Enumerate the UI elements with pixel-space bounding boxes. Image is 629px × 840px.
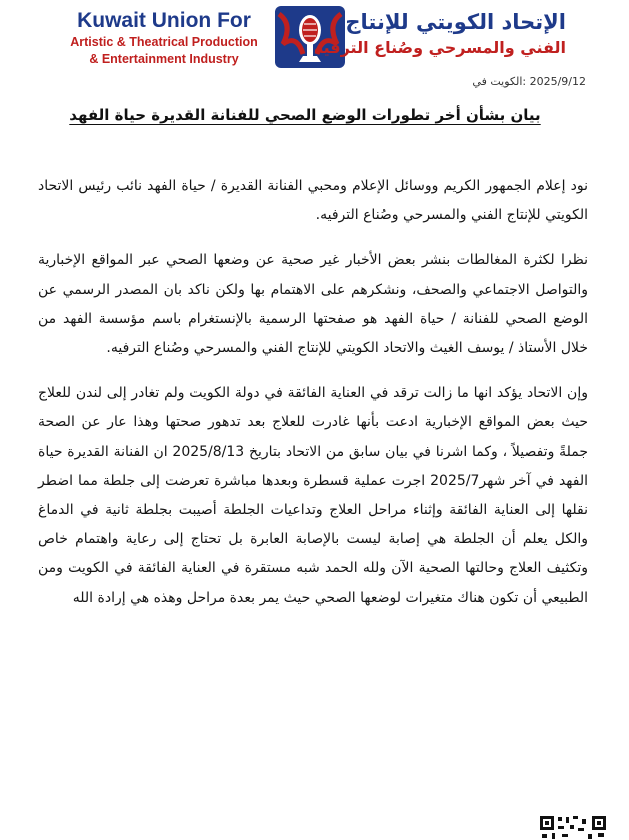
statement-title	[60, 106, 550, 124]
statement-title-text: بيان بشأن أخر تطورات الوضع الصحي للفنانة القديرة حياة الفهد	[69, 106, 541, 124]
union-subtitle-arabic: الفني والمسرحي وصُناع الترفيه	[313, 38, 566, 57]
statement-body	[38, 172, 588, 629]
letterhead	[0, 0, 629, 76]
paragraph-1: نود إعلام الجمهور الكريم ووسائل الإعلام ومحبي الفنانة القديرة / حياة الفهد نائب رئيس الاتحاد الكويتي للإنتاج الفني والمسرحي وصُناع الترفيه.	[38, 178, 588, 224]
paragraph-3: وإن الاتحاد يؤكد انها ما زالت ترقد في العناية الفائقة في دولة الكويت ولم تغادر إلى لندن للعلاج حيث بعض المواقع الإخبارية ادعت بأنها غادرت للعلاج بعد تدهور صحتها وهذا عار عن الصحة جملةً وتفصيلاً ، وكما اشرنا في بيان سابق من الاتحاد بتاريخ 2025/8/13 ان الفنانة القديرة حياة الفهد في آخر شهر2025/7 اجرت عملية قسطرة وبعدها مباشرة تعرضت إلى جلطة مما اضطر نقلها إلى العناية الفائقة وإثناء مراحل العلاج وتداعيات الجلطة أصيبت بجلطة ثانية في الدماغ والكل يعلم أن الجلطة هي إصابة ليست بالإصابة العابرة بل تحتاج إلى رعاية واهتمام خاص وتكثيف العلاج وحالتها الصحية الآن ولله الحمد شبه مستقرة في العناية الفائقة في الكويت ومن الطبيعي أن تكون هناك متغيرات لوضعها الصحي حيث يمر بعدة مراحل وهذه هي إرادة الله	[38, 385, 588, 606]
document-date	[468, 75, 586, 88]
paragraph-2: نظرا لكثرة المغالطات بنشر بعض الأخبار غير صحية عن وضعها الصحي عبر المواقع الإخبارية والتواصل الاجتماعي والصحف، ونشكرهم على الاهتمام بها ولكن ناكد بان المصدر الرسمي عن الوضع الصحي للفنانة / حياة الفهد هو صفحتها الرسمية بالإنستغرام باسم مؤسسة الفهد من خلال الأستاذ / يوسف الغيث والاتحاد الكويتي للإنتاج الفني والمسرحي وصُناع الترفيه.	[38, 252, 588, 357]
qr-code-icon	[538, 814, 608, 840]
letterhead-arabic	[313, 8, 566, 60]
letterhead-english	[58, 8, 270, 68]
union-name-english: Kuwait Union For	[77, 9, 251, 32]
union-subtitle-english-line1: Artistic & Theatrical Production	[70, 35, 258, 49]
date-label: الكويت في:	[472, 75, 527, 88]
union-subtitle-english-line2: & Entertainment Industry	[89, 52, 239, 66]
date-value: 2025/9/12	[529, 75, 586, 88]
union-name-arabic: الإتحاد الكويتي للإنتاج	[345, 10, 566, 34]
